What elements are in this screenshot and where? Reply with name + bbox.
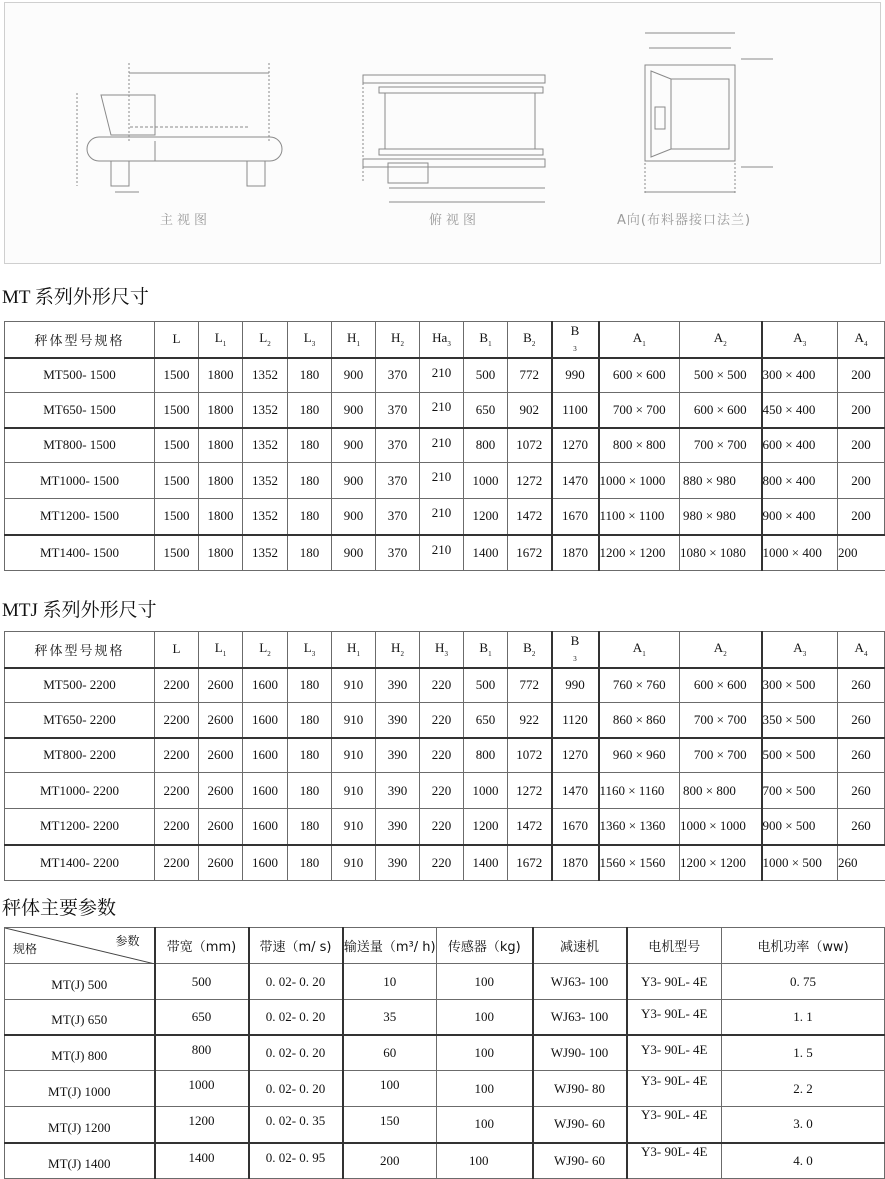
cell: 1272 bbox=[508, 773, 552, 809]
cell: 300 × 400 bbox=[762, 358, 838, 393]
cell: 1500 bbox=[155, 535, 199, 571]
cell: 1270 bbox=[552, 428, 599, 463]
cell: 0. 02- 0. 20 bbox=[249, 1000, 343, 1035]
cell: 220 bbox=[420, 773, 464, 809]
cell: 1600 bbox=[243, 773, 288, 809]
cell: 1352 bbox=[243, 358, 288, 393]
corner-header bbox=[5, 928, 155, 964]
col-header-h3: $H_3$ bbox=[420, 632, 464, 668]
col-header-b3: B 3 bbox=[552, 322, 599, 358]
cell: 500 bbox=[464, 358, 508, 393]
cell: 200 bbox=[838, 535, 885, 571]
cell: 180 bbox=[288, 738, 332, 773]
cell: 500 bbox=[155, 964, 249, 1000]
table-row bbox=[5, 703, 885, 738]
col-header-a1: $A_1$ bbox=[599, 632, 680, 668]
cell: 900 × 400 bbox=[762, 499, 838, 535]
cell: 100 bbox=[343, 1071, 437, 1107]
cell: 902 bbox=[508, 393, 552, 428]
cell: 1352 bbox=[243, 463, 288, 499]
cell: 1100 × 1100 bbox=[599, 499, 680, 535]
cell: 390 bbox=[376, 773, 420, 809]
corner-label-spec: 规格 bbox=[13, 942, 38, 956]
table-row bbox=[5, 358, 885, 393]
cell: 180 bbox=[288, 499, 332, 535]
cell: 500 × 500 bbox=[680, 358, 762, 393]
cell: 1000 × 1000 bbox=[599, 463, 680, 499]
cell: 1000 × 400 bbox=[762, 535, 838, 571]
cell: 260 bbox=[838, 703, 885, 738]
cell-spec: MT500- 1500 bbox=[5, 358, 155, 393]
col-header-b2: $B_2$ bbox=[508, 322, 552, 358]
cell: 2600 bbox=[199, 738, 243, 773]
cell: 180 bbox=[288, 703, 332, 738]
cell: 200 bbox=[838, 499, 885, 535]
cell: 2600 bbox=[199, 809, 243, 845]
cell: 700 × 700 bbox=[599, 393, 680, 428]
cell: 1470 bbox=[552, 463, 599, 499]
cell: 0. 02- 0. 20 bbox=[249, 1035, 343, 1071]
cell: 1200 bbox=[464, 809, 508, 845]
mtj-dimensions-table bbox=[4, 631, 885, 881]
cell-spec: MT(J) 800 bbox=[5, 1035, 155, 1071]
cell: 1352 bbox=[243, 499, 288, 535]
table-row bbox=[5, 845, 885, 881]
cell: WJ63- 100 bbox=[533, 1000, 627, 1035]
cell: 600 × 600 bbox=[599, 358, 680, 393]
col-header-b3: B 3 bbox=[552, 632, 599, 668]
cell: 1160 × 1160 bbox=[599, 773, 680, 809]
drawing-label-top-view: 俯视图 bbox=[429, 213, 481, 228]
cell: 2200 bbox=[155, 845, 199, 881]
col-header-a3: $A_3$ bbox=[762, 632, 838, 668]
cell-spec: MT(J) 1000 bbox=[5, 1071, 155, 1107]
cell: 1352 bbox=[243, 393, 288, 428]
cell: 2200 bbox=[155, 738, 199, 773]
cell: 180 bbox=[288, 358, 332, 393]
mt-dimensions-table bbox=[4, 321, 885, 571]
params-table bbox=[4, 927, 885, 1179]
cell: 1200 bbox=[155, 1107, 249, 1143]
cell: 180 bbox=[288, 809, 332, 845]
cell-spec: MT1200- 2200 bbox=[5, 809, 155, 845]
table-row bbox=[5, 964, 885, 1000]
cell: 1500 bbox=[155, 499, 199, 535]
table-row bbox=[5, 1107, 885, 1143]
cell: 200 bbox=[838, 358, 885, 393]
cell: 1352 bbox=[243, 428, 288, 463]
cell: 200 bbox=[838, 428, 885, 463]
cell: 910 bbox=[332, 809, 376, 845]
col-header-throughput: 输送量（m³/ h) bbox=[343, 928, 437, 964]
col-header-l: L bbox=[155, 632, 199, 668]
cell: 260 bbox=[838, 773, 885, 809]
cell: 100 bbox=[437, 1071, 533, 1107]
cell: 1600 bbox=[243, 738, 288, 773]
cell: 180 bbox=[288, 668, 332, 703]
cell: 800 × 400 bbox=[762, 463, 838, 499]
col-header-spec: 秤体型号规格 bbox=[5, 322, 155, 358]
cell: 1472 bbox=[508, 809, 552, 845]
cell: 500 bbox=[464, 668, 508, 703]
cell: 300 × 500 bbox=[762, 668, 838, 703]
cell: 100 bbox=[437, 1035, 533, 1071]
col-header-l3: $L_3$ bbox=[288, 322, 332, 358]
cell: 220 bbox=[420, 809, 464, 845]
cell: 1200 × 1200 bbox=[599, 535, 680, 571]
cell: 1600 bbox=[243, 668, 288, 703]
cell: 910 bbox=[332, 668, 376, 703]
cell-spec: MT650- 2200 bbox=[5, 703, 155, 738]
params-section-title: 秤体主要参数 bbox=[2, 898, 117, 919]
cell: WJ63- 100 bbox=[533, 964, 627, 1000]
cell: 0. 02- 0. 35 bbox=[249, 1107, 343, 1143]
cell: 100 bbox=[437, 964, 533, 1000]
col-header-ha: $Ha_3$ bbox=[420, 322, 464, 358]
cell: 180 bbox=[288, 535, 332, 571]
cell: 370 bbox=[376, 463, 420, 499]
cell: 1072 bbox=[508, 738, 552, 773]
cell-spec: MT1000- 1500 bbox=[5, 463, 155, 499]
table-row bbox=[5, 668, 885, 703]
cell: 2200 bbox=[155, 668, 199, 703]
col-header-b1: $B_1$ bbox=[464, 632, 508, 668]
cell: 260 bbox=[838, 668, 885, 703]
cell: 700 × 700 bbox=[680, 428, 762, 463]
cell: 900 bbox=[332, 499, 376, 535]
cell: 390 bbox=[376, 668, 420, 703]
col-header-l2: $L_2$ bbox=[243, 632, 288, 668]
cell: 210 bbox=[420, 463, 464, 499]
cell: 100 bbox=[437, 1107, 533, 1143]
cell: 1600 bbox=[243, 845, 288, 881]
cell: 1400 bbox=[155, 1143, 249, 1179]
cell: 370 bbox=[376, 358, 420, 393]
cell-spec: MT500- 2200 bbox=[5, 668, 155, 703]
cell: 1000 × 1000 bbox=[680, 809, 762, 845]
cell: 1470 bbox=[552, 773, 599, 809]
col-header-a2: $A_2$ bbox=[680, 322, 762, 358]
drawing-label-front-view: 主视图 bbox=[160, 213, 212, 228]
cell: 900 bbox=[332, 393, 376, 428]
cell: 800 bbox=[464, 428, 508, 463]
cell: 910 bbox=[332, 773, 376, 809]
cell: 260 bbox=[838, 738, 885, 773]
cell: Y3- 90L- 4E bbox=[627, 964, 722, 1000]
cell: 772 bbox=[508, 358, 552, 393]
cell: 900 × 500 bbox=[762, 809, 838, 845]
cell: 210 bbox=[420, 535, 464, 571]
table-row bbox=[5, 393, 885, 428]
cell: Y3- 90L- 4E bbox=[627, 1107, 722, 1143]
cell: 370 bbox=[376, 393, 420, 428]
col-header-load-cell: 传感器（kg) bbox=[437, 928, 533, 964]
cell: 600 × 600 bbox=[680, 668, 762, 703]
cell: 1672 bbox=[508, 845, 552, 881]
col-header-l1: $L_1$ bbox=[199, 632, 243, 668]
cell: 960 × 960 bbox=[599, 738, 680, 773]
cell: 1. 5 bbox=[722, 1035, 885, 1071]
technical-drawing bbox=[4, 2, 881, 264]
cell-spec: MT(J) 650 bbox=[5, 1000, 155, 1035]
cell: 2600 bbox=[199, 773, 243, 809]
cell: 180 bbox=[288, 845, 332, 881]
cell-spec: MT1200- 1500 bbox=[5, 499, 155, 535]
cell: 210 bbox=[420, 428, 464, 463]
cell: 1600 bbox=[243, 703, 288, 738]
col-header-a4: $A_4$ bbox=[838, 632, 885, 668]
cell: 700 × 700 bbox=[680, 738, 762, 773]
cell: WJ90- 80 bbox=[533, 1071, 627, 1107]
cell: 600 × 600 bbox=[680, 393, 762, 428]
cell: 1360 × 1360 bbox=[599, 809, 680, 845]
mtj-section-title: MTJ 系列外形尺寸 bbox=[2, 600, 157, 621]
cell: 910 bbox=[332, 703, 376, 738]
cell: 220 bbox=[420, 738, 464, 773]
cell: 800 bbox=[155, 1035, 249, 1071]
cell: 210 bbox=[420, 499, 464, 535]
cell: 1. 1 bbox=[722, 1000, 885, 1035]
cell: 1500 bbox=[155, 463, 199, 499]
cell: WJ90- 100 bbox=[533, 1035, 627, 1071]
mt-section-title: MT 系列外形尺寸 bbox=[2, 287, 149, 308]
cell-spec: MT(J) 1200 bbox=[5, 1107, 155, 1143]
cell: 0. 02- 0. 20 bbox=[249, 1071, 343, 1107]
cell: 1870 bbox=[552, 535, 599, 571]
col-header-h1: $H_1$ bbox=[332, 632, 376, 668]
table-row bbox=[5, 1143, 885, 1179]
cell: 990 bbox=[552, 668, 599, 703]
cell: Y3- 90L- 4E bbox=[627, 1143, 722, 1179]
cell: 200 bbox=[838, 393, 885, 428]
table-header-row bbox=[5, 928, 885, 964]
cell: 1000 × 500 bbox=[762, 845, 838, 881]
col-header-motor-power: 电机功率（ww) bbox=[722, 928, 885, 964]
cell: 1800 bbox=[199, 393, 243, 428]
cell-spec: MT800- 2200 bbox=[5, 738, 155, 773]
col-header-b2: $B_2$ bbox=[508, 632, 552, 668]
cell: 1800 bbox=[199, 358, 243, 393]
cell: 210 bbox=[420, 393, 464, 428]
cell: 1080 × 1080 bbox=[680, 535, 762, 571]
cell: 2600 bbox=[199, 668, 243, 703]
cell: 1400 bbox=[464, 845, 508, 881]
cell-spec: MT1400- 1500 bbox=[5, 535, 155, 571]
cell: 800 bbox=[464, 738, 508, 773]
table-row bbox=[5, 428, 885, 463]
cell-spec: MT1000- 2200 bbox=[5, 773, 155, 809]
cell: Y3- 90L- 4E bbox=[627, 1000, 722, 1035]
cell: 860 × 860 bbox=[599, 703, 680, 738]
col-header-belt-width: 带宽（mm) bbox=[155, 928, 249, 964]
table-row bbox=[5, 535, 885, 571]
cell: 1000 bbox=[464, 773, 508, 809]
col-header-h2: $H_2$ bbox=[376, 322, 420, 358]
col-header-motor-model: 电机型号 bbox=[627, 928, 722, 964]
cell: 800 × 800 bbox=[599, 428, 680, 463]
cell: 370 bbox=[376, 535, 420, 571]
cell: 180 bbox=[288, 773, 332, 809]
cell: 370 bbox=[376, 428, 420, 463]
col-header-h2: $H_2$ bbox=[376, 632, 420, 668]
cell: 1272 bbox=[508, 463, 552, 499]
table-row bbox=[5, 463, 885, 499]
cell: 0. 02- 0. 95 bbox=[249, 1143, 343, 1179]
col-header-a4: $A_4$ bbox=[838, 322, 885, 358]
cell: 2200 bbox=[155, 703, 199, 738]
cell: 390 bbox=[376, 703, 420, 738]
cell: 1352 bbox=[243, 535, 288, 571]
cell-spec: MT(J) 1400 bbox=[5, 1143, 155, 1179]
cell: 390 bbox=[376, 738, 420, 773]
table-row bbox=[5, 738, 885, 773]
cell: 772 bbox=[508, 668, 552, 703]
cell: 260 bbox=[838, 845, 885, 881]
cell: 910 bbox=[332, 738, 376, 773]
cell: 1800 bbox=[199, 535, 243, 571]
cell: 1670 bbox=[552, 809, 599, 845]
corner-label-params: 参数 bbox=[115, 934, 140, 948]
cell: 100 bbox=[437, 1143, 533, 1179]
col-header-h1: $H_1$ bbox=[332, 322, 376, 358]
col-header-l3: $L_3$ bbox=[288, 632, 332, 668]
cell: 1870 bbox=[552, 845, 599, 881]
cell: 370 bbox=[376, 499, 420, 535]
drawing-label-a-view: A向(布料器接口法兰) bbox=[617, 213, 752, 228]
cell: 350 × 500 bbox=[762, 703, 838, 738]
cell: 1100 bbox=[552, 393, 599, 428]
table-header-row bbox=[5, 322, 885, 358]
cell: 1800 bbox=[199, 428, 243, 463]
col-header-belt-speed: 带速（m/ s) bbox=[249, 928, 343, 964]
col-header-spec: 秤体型号规格 bbox=[5, 632, 155, 668]
col-header-a3: $A_3$ bbox=[762, 322, 838, 358]
cell: 650 bbox=[464, 703, 508, 738]
table-header-row bbox=[5, 632, 885, 668]
cell: 220 bbox=[420, 845, 464, 881]
cell: 150 bbox=[343, 1107, 437, 1143]
cell: 800 × 800 bbox=[680, 773, 762, 809]
cell: 760 × 760 bbox=[599, 668, 680, 703]
cell: 0. 02- 0. 20 bbox=[249, 964, 343, 1000]
cell: 900 bbox=[332, 358, 376, 393]
cell: 1670 bbox=[552, 499, 599, 535]
table-row bbox=[5, 1000, 885, 1035]
cell: 180 bbox=[288, 393, 332, 428]
cell: 1072 bbox=[508, 428, 552, 463]
cell: 1120 bbox=[552, 703, 599, 738]
col-header-l2: $L_2$ bbox=[243, 322, 288, 358]
cell: 220 bbox=[420, 703, 464, 738]
cell: 2600 bbox=[199, 703, 243, 738]
cell: 1600 bbox=[243, 809, 288, 845]
cell-spec: MT1400- 2200 bbox=[5, 845, 155, 881]
cell: 2600 bbox=[199, 845, 243, 881]
cell: 1800 bbox=[199, 463, 243, 499]
cell: 1560 × 1560 bbox=[599, 845, 680, 881]
table-row bbox=[5, 773, 885, 809]
cell: 1472 bbox=[508, 499, 552, 535]
col-header-reducer: 减速机 bbox=[533, 928, 627, 964]
cell: Y3- 90L- 4E bbox=[627, 1035, 722, 1071]
cell: 900 bbox=[332, 535, 376, 571]
col-header-l1: $L_1$ bbox=[199, 322, 243, 358]
cell: 210 bbox=[420, 358, 464, 393]
cell: 450 × 400 bbox=[762, 393, 838, 428]
cell: 1000 bbox=[464, 463, 508, 499]
cell: 4. 0 bbox=[722, 1143, 885, 1179]
col-header-l: L bbox=[155, 322, 199, 358]
cell: 650 bbox=[464, 393, 508, 428]
cell: WJ90- 60 bbox=[533, 1107, 627, 1143]
cell: 10 bbox=[343, 964, 437, 1000]
cell: 1672 bbox=[508, 535, 552, 571]
cell-spec: MT800- 1500 bbox=[5, 428, 155, 463]
cell: 0. 75 bbox=[722, 964, 885, 1000]
cell: 2200 bbox=[155, 809, 199, 845]
cell: 390 bbox=[376, 845, 420, 881]
cell: 220 bbox=[420, 668, 464, 703]
cell: 100 bbox=[437, 1000, 533, 1035]
cell: 1800 bbox=[199, 499, 243, 535]
cell: 700 × 700 bbox=[680, 703, 762, 738]
cell: 1200 × 1200 bbox=[680, 845, 762, 881]
cell: 650 bbox=[155, 1000, 249, 1035]
cell: 700 × 500 bbox=[762, 773, 838, 809]
cell: 1500 bbox=[155, 428, 199, 463]
cell: 900 bbox=[332, 463, 376, 499]
table-row bbox=[5, 499, 885, 535]
cell: 35 bbox=[343, 1000, 437, 1035]
cell: 1200 bbox=[464, 499, 508, 535]
cell: 900 bbox=[332, 428, 376, 463]
cell: 922 bbox=[508, 703, 552, 738]
cell: 1500 bbox=[155, 358, 199, 393]
cell: 990 bbox=[552, 358, 599, 393]
cell: 260 bbox=[838, 809, 885, 845]
cell: Y3- 90L- 4E bbox=[627, 1071, 722, 1107]
cell-spec: MT650- 1500 bbox=[5, 393, 155, 428]
cell-spec: MT(J) 500 bbox=[5, 964, 155, 1000]
table-row bbox=[5, 1071, 885, 1107]
cell: WJ90- 60 bbox=[533, 1143, 627, 1179]
cell: 2200 bbox=[155, 773, 199, 809]
cell: 500 × 500 bbox=[762, 738, 838, 773]
cell: 1270 bbox=[552, 738, 599, 773]
col-header-a1: $A_1$ bbox=[599, 322, 680, 358]
cell: 1000 bbox=[155, 1071, 249, 1107]
col-header-b1: $B_1$ bbox=[464, 322, 508, 358]
cell: 390 bbox=[376, 809, 420, 845]
cell: 200 bbox=[838, 463, 885, 499]
cell: 880 × 980 bbox=[680, 463, 762, 499]
cell: 3. 0 bbox=[722, 1107, 885, 1143]
cell: 180 bbox=[288, 428, 332, 463]
cell: 2. 2 bbox=[722, 1071, 885, 1107]
table-row bbox=[5, 1035, 885, 1071]
cell: 200 bbox=[343, 1143, 437, 1179]
cell: 910 bbox=[332, 845, 376, 881]
cell: 600 × 400 bbox=[762, 428, 838, 463]
cell: 180 bbox=[288, 463, 332, 499]
col-header-a2: $A_2$ bbox=[680, 632, 762, 668]
cell: 1500 bbox=[155, 393, 199, 428]
cell: 60 bbox=[343, 1035, 437, 1071]
table-row bbox=[5, 809, 885, 845]
cell: 1400 bbox=[464, 535, 508, 571]
cell: 980 × 980 bbox=[680, 499, 762, 535]
